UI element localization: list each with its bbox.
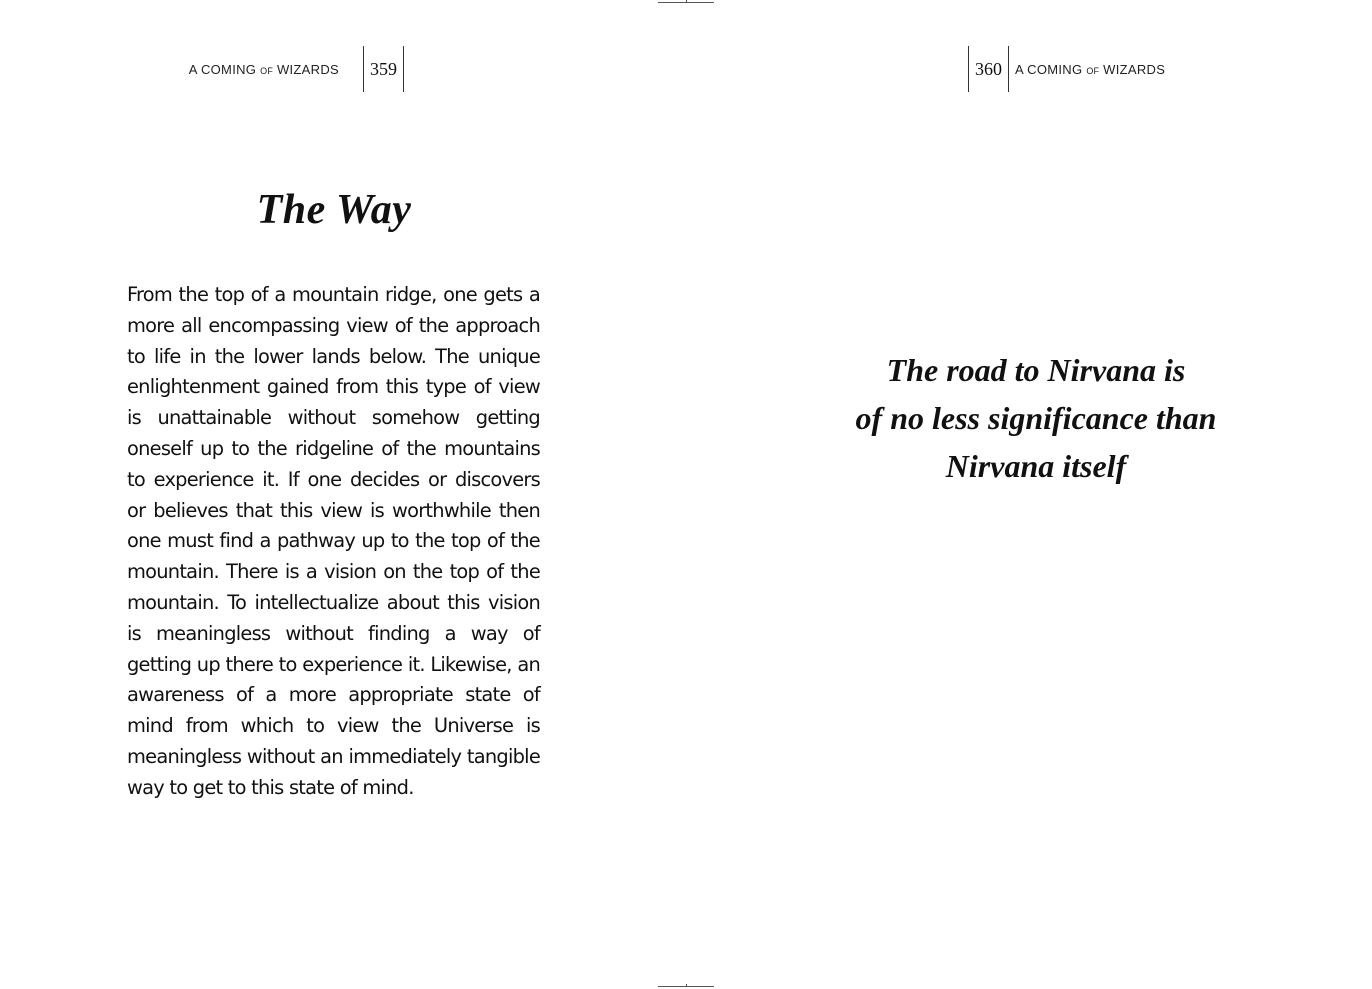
quote-line-3: Nirvana itself: [945, 448, 1127, 484]
right-header-book-title: A COMING OF WIZARDS: [1015, 61, 1166, 77]
left-header-book-title: A COMING OF WIZARDS: [188, 61, 339, 77]
right-page: [686, 0, 1372, 989]
right-running-header: [968, 46, 1165, 92]
chapter-body-text: From the top of a mountain ridge, one gets a more all encompassing view of the approach to life in the lower lands below. The unique enlightenment gained from this type of view is unattainable without somehow getting oneself up to the ridgeline of the mountains to experience it. If one decides or discovers or believes that this view is worthwhile then one must find a pathway up to the top of the mountain. There is a vision on the top of the mountain. To intellectualize about this vision is meaningless without finding a way of getting up there to experience it. Likewise, an awareness of a more appropriate state of mind from which to view the Universe is meaningless without an immediately tangible way to get to this state of mind.: [127, 283, 540, 799]
chapter-title: The Way: [256, 187, 412, 233]
quote-line-1: The road to Nirvana is: [886, 352, 1186, 388]
left-running-header: [189, 46, 404, 92]
left-page-number: 359: [363, 46, 404, 92]
right-page-number: 360: [968, 46, 1009, 92]
pull-quote: [826, 346, 1246, 490]
quote-line-2: of no less significance than: [855, 400, 1217, 436]
